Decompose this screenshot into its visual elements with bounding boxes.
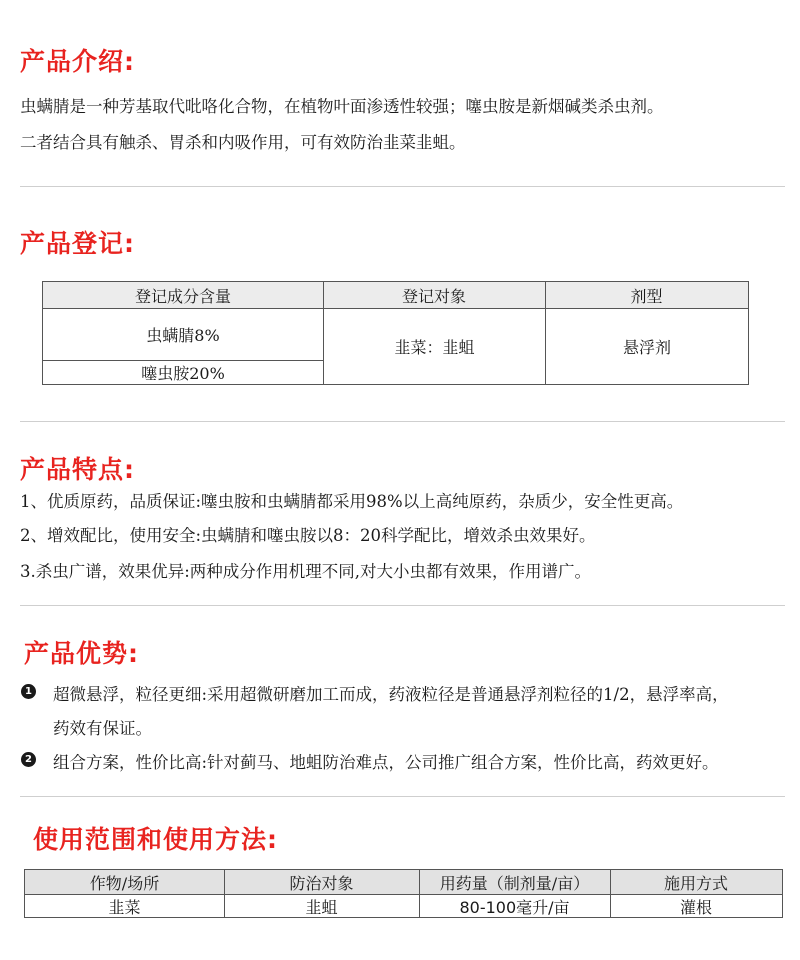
advantage-item-1-line-1: 超微悬浮，粒径更细:采用超微研磨加工而成，药液粒径是普通悬浮剂粒径的1/2，悬浮率高，	[53, 685, 729, 704]
usage-table	[24, 869, 783, 918]
usage-heading: 使用范围和使用方法:	[33, 825, 278, 854]
advantages-heading: 产品优势:	[24, 639, 139, 668]
advantage-item-2: 组合方案，性价比高:针对蓟马、地蛆防治难点，公司推广组合方案，性价比高，药效更好。	[53, 753, 719, 772]
feature-item-2: 2、增效配比，使用安全:虫螨腈和噻虫胺以8：20科学配比，增效杀虫效果好。	[20, 526, 596, 545]
reg-header-ingredient: 登记成分含量	[43, 282, 323, 308]
reg-header-target: 登记对象	[323, 282, 545, 308]
usage-pest: 韭蛆	[305, 897, 338, 917]
usage-header-method: 施用方式	[610, 870, 782, 894]
number-badge-1-icon: 1	[21, 684, 36, 699]
usage-header-pest: 防治对象	[224, 870, 419, 894]
intro-line-1: 虫螨腈是一种芳基取代吡咯化合物，在植物叶面渗透性较强；噻虫胺是新烟碱类杀虫剂。	[20, 97, 664, 116]
reg-header-formulation: 剂型	[545, 282, 748, 308]
intro-heading: 产品介绍:	[20, 47, 135, 76]
registration-heading: 产品登记:	[20, 229, 135, 258]
usage-method: 灌根	[679, 897, 712, 917]
usage-dosage: 80-100毫升/亩	[459, 897, 570, 917]
feature-item-1: 1、优质原药，品质保证:噻虫胺和虫螨腈都采用98%以上高纯原药，杂质少，安全性更高。	[20, 492, 684, 511]
reg-ingredient-1: 虫螨腈8%	[146, 326, 220, 345]
features-heading: 产品特点:	[20, 455, 135, 484]
reg-ingredient-2: 噻虫胺20%	[141, 364, 225, 383]
feature-item-3: 3.杀虫广谱，效果优异:两种成分作用机理不同,对大小虫都有效果，作用谱广。	[20, 562, 592, 581]
divider	[20, 186, 785, 187]
number-badge-2-icon: 2	[21, 752, 36, 767]
usage-header-dosage: 用药量（制剂量/亩）	[419, 870, 610, 894]
registration-table	[42, 281, 749, 385]
intro-line-2: 二者结合具有触杀、胃杀和内吸作用，可有效防治韭菜韭蛆。	[20, 133, 466, 152]
advantage-item-1-line-2: 药效有保证。	[53, 719, 152, 738]
reg-formulation: 悬浮剂	[622, 338, 671, 357]
usage-header-crop: 作物/场所	[25, 870, 224, 894]
reg-target: 韭菜：韭蛆	[394, 338, 475, 357]
divider	[20, 421, 785, 422]
usage-crop: 韭菜	[108, 897, 141, 917]
divider	[20, 605, 785, 606]
divider	[20, 796, 785, 797]
